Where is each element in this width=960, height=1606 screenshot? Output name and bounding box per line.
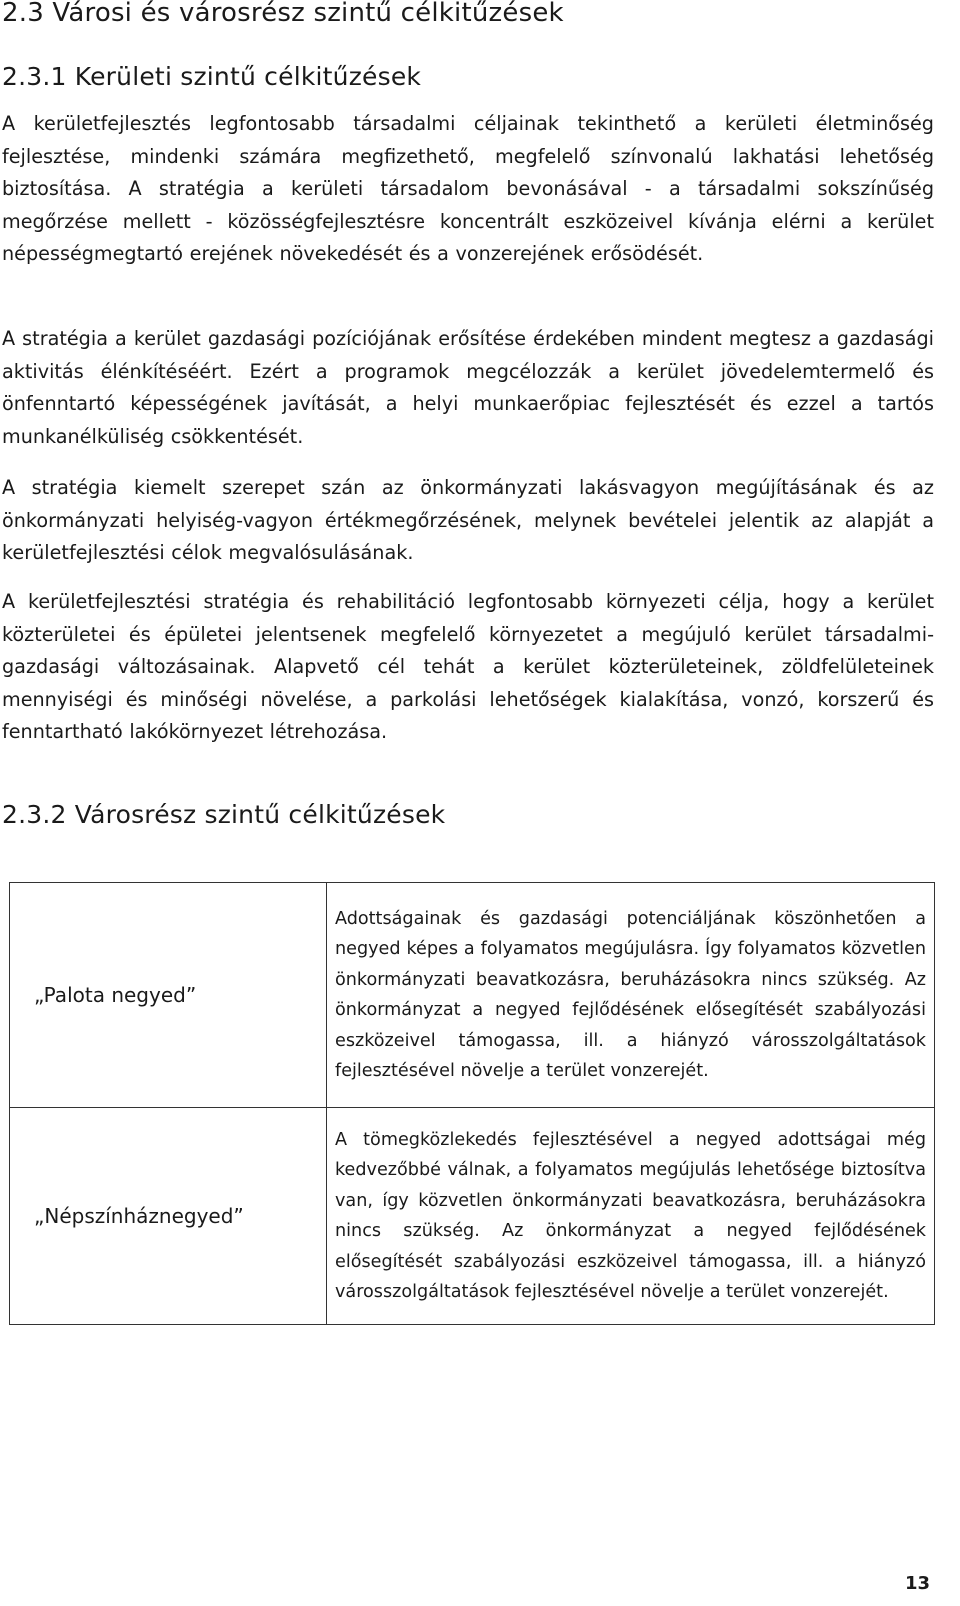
- quarter-name-cell: „Palota negyed”: [10, 883, 327, 1108]
- subsection-heading-district: 2.3.1 Kerületi szintű célkitűzések: [2, 62, 422, 91]
- quarter-description-cell: Adottságainak és gazdasági potenciáljának köszönhetően a negyed képes a folyamatos megújulásra. Így folyamatos közvetlen önkormányzati beavatkozásra, beruházásokra nincs szükség. Az önkormányzat a negyed fejlődésének elősegítését szabályozási eszközeivel támogassa, ill. a hiányzó városszolgáltatások fejlesztésével növelje a terület vonzerejét.: [327, 883, 935, 1108]
- quarter-description-cell: A tömegközlekedés fejlesztésével a negyed adottságai még kedvezőbbé válnak, a folyamatos megújulás lehetősége biztosítva van, így közvetlen önkormányzati beavatkozásra, beruházásokra nincs szükség. Az önkormányzat a negyed fejlődésének elősegítését szabályozási eszközeivel támogassa, ill. a hiányzó városszolgáltatások fejlesztésével növelje a terület vonzerejét.: [327, 1108, 935, 1325]
- subsection-heading-quarter: 2.3.2 Városrész szintű célkitűzések: [2, 800, 446, 829]
- paragraph-economic-goals: A stratégia a kerület gazdasági pozíciójának erősítése érdekében mindent megtesz a gazdasági aktivitás élénkítéséért. Ezért a programok megcélozzák a kerület jövedelemtermelő és önfenntartó képességének javítását, a helyi munkaerőpiac fejlesztését és ezzel a tartós munkanélküliség csökkentését.: [2, 327, 934, 448]
- quarter-goals-table: [9, 882, 935, 1325]
- section-heading: 2.3 Városi és városrész szintű célkitűzések: [2, 0, 564, 28]
- quarter-name-cell: „Népszínháznegyed”: [10, 1108, 327, 1325]
- paragraph-environmental-goals: A kerületfejlesztési stratégia és rehabilitáció legfontosabb környezeti célja, hogy a kerület közterületei és épületei jelentsenek megfelelő környezetet a megújuló kerület társadalmi-gazdasági változásainak. Alapvető cél tehát a kerület közterületeinek, zöldfelületeinek mennyiségi és minőségi növelése, a parkolási lehetőségek kialakítása, vonzó, korszerű és fenntartható lakókörnyezet létrehozása.: [2, 590, 934, 744]
- table-row: [10, 1108, 935, 1325]
- page-number: 13: [904, 1573, 930, 1594]
- paragraph-property-goals: A stratégia kiemelt szerepet szán az önkormányzati lakásvagyon megújításának és az önkormányzati helyiség-vagyon értékmegőrzésének, melynek bevételei jelentik az alapját a kerületfejlesztési célok megvalósulásának.: [2, 476, 934, 565]
- paragraph-social-goals: A kerületfejlesztés legfontosabb társadalmi céljainak tekinthető a kerületi életminőség fejlesztése, mindenki számára megfizethető, megfelelő színvonalú lakhatási lehetőség biztosítása. A stratégia a kerületi társadalom bevonásával - a társadalmi sokszínűség megőrzése mellett - közösségfejlesztésre koncentrált eszközeivel kívánja elérni a kerület népességmegtartó erejének növekedését és a vonzerejének erősödését.: [2, 112, 934, 266]
- table-row: [10, 883, 935, 1108]
